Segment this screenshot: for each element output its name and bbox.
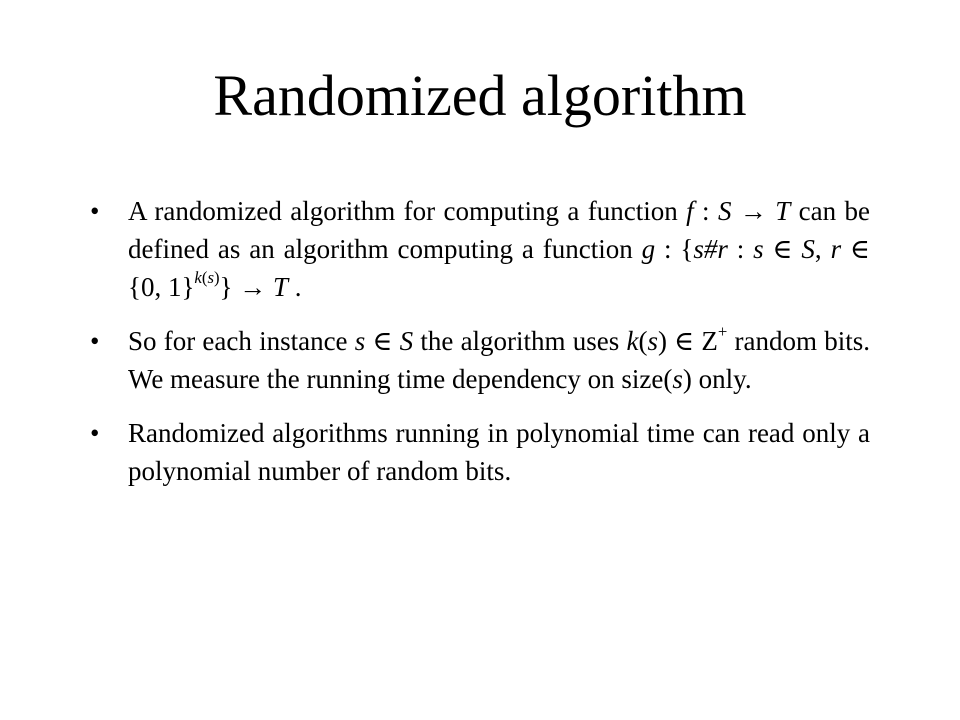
bullet-text: Randomized algorithms running in polynomial time can read only a polynomial number of random bits. (128, 418, 870, 486)
text-fragment: ( (638, 326, 648, 356)
math-symbol-S: S (717, 196, 732, 226)
math-symbol-T: T (273, 272, 289, 302)
math-symbol-s: s (354, 326, 366, 356)
bullet-item-3 (90, 414, 870, 490)
bullet-icon: • (90, 326, 100, 356)
superscript-plus: + (717, 321, 728, 341)
text-fragment: random bits. We measure the running time dependency on size( (128, 326, 870, 394)
text-fragment: : { (655, 234, 694, 264)
bullet-icon: • (90, 196, 100, 226)
superscript-exponent (194, 268, 219, 287)
math-symbol-k: k (626, 326, 639, 356)
bullet-item-1 (90, 192, 870, 306)
text-fragment: So for each instance (128, 326, 355, 356)
math-symbol-s: s (207, 267, 214, 287)
text-fragment: the algorithm uses (413, 326, 627, 356)
math-symbol-s: s (753, 234, 764, 264)
text-fragment: : (693, 196, 718, 226)
text-fragment: : (727, 234, 754, 264)
slide-title: Randomized algorithm (213, 63, 747, 128)
math-symbol-S: S (801, 234, 815, 264)
text-fragment: can be defined as an algorithm computing a function (128, 196, 871, 264)
math-symbol-r: r (830, 234, 842, 264)
text-fragment: , (814, 234, 831, 264)
text-fragment: ( (201, 267, 208, 287)
bullet-item-2 (90, 322, 870, 398)
text-fragment: ) ∈ Z (657, 326, 718, 356)
text-fragment: A randomized algorithm for computing a function (128, 196, 687, 226)
text-fragment: ∈ (763, 234, 802, 264)
math-symbol-s-hash-r: s#r (693, 234, 728, 264)
text-fragment: → (731, 196, 776, 226)
text-fragment: ) (213, 267, 220, 287)
math-symbol-g: g (641, 234, 656, 264)
bullet-list (90, 192, 870, 506)
math-symbol-f: f (686, 196, 694, 226)
text-fragment: ) only. (682, 364, 752, 394)
math-symbol-S: S (399, 326, 414, 356)
math-symbol-T: T (775, 196, 791, 226)
text-fragment: ∈ {0, 1} (128, 234, 870, 302)
text-fragment: . (288, 272, 302, 302)
text-fragment: ∈ (365, 326, 400, 356)
math-symbol-s: s (647, 326, 658, 356)
math-symbol-k: k (194, 267, 202, 287)
text-fragment: } → (219, 272, 273, 302)
bullet-icon: • (90, 418, 100, 448)
math-symbol-s: s (672, 364, 683, 394)
